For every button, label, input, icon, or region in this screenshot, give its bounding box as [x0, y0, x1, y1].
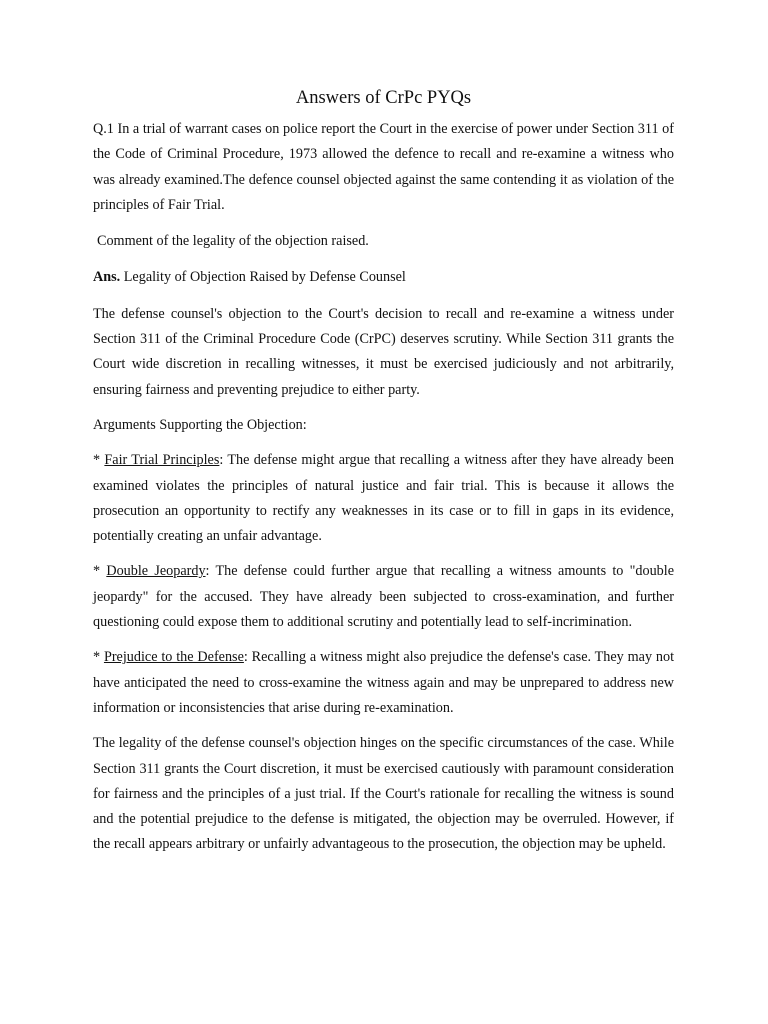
- bullet-fair-trial: [93, 448, 674, 549]
- answer-heading: Legality of Objection Raised by Defense Counsel: [123, 269, 406, 286]
- conclusion-paragraph: The legality of the defense counsel's objection hinges on the specific circumstances of the case. While Section 311 grants the Court discretion, it must be exercised cautiously with paramount consideration for fairness and the principles of a just trial. If the Court's rationale for recalling the witness is sound and the potential prejudice to the defense is mitigated, the objection may be overruled. However, if the recall appears arbitrary or unfairly advantageous to the prosecution, the objection may be upheld.: [93, 735, 674, 853]
- answer-heading-line: [93, 265, 674, 290]
- arguments-heading: Arguments Supporting the Objection:: [93, 416, 307, 433]
- question-paragraph: Q.1 In a trial of warrant cases on police report the Court in the exercise of power under Section 311 of the Code of Criminal Procedure, 1973 allowed the defence to recall and re-examine a witness who was already examined.The defence counsel objected against the same contending it as violation of the principles of Fair Trial.: [93, 121, 674, 213]
- bullet-marker: *: [93, 452, 101, 469]
- bullet-term: Prejudice to the Defense: [103, 649, 244, 666]
- bullet-text: : The defense could further argue that recalling a witness amounts to "double jeopardy" for the accused. They have already been subjected to cross-examination, and further questioning could expose them to additional scrutiny and potentially lead to self-incrimination.: [93, 563, 675, 631]
- bullet-text: : The defense might argue that recalling a witness after they have already been examined violates the principles of natural justice and fair trial. This is because it allows the prosecution an opportunity to rectify any weaknesses in its case or to fill in gaps in its evidence, potentially creating an unfair advantage.: [93, 452, 675, 545]
- question-prompt: Comment of the legality of the objection raised.: [97, 233, 369, 250]
- bullet-term: Double Jeopardy: [106, 563, 206, 580]
- bullet-double-jeopardy: [93, 559, 674, 635]
- document-title: Answers of CrPc PYQs: [295, 88, 472, 108]
- bullet-prejudice: [93, 645, 674, 721]
- bullet-term: Fair Trial Principles: [104, 452, 220, 469]
- bullet-marker: *: [93, 563, 101, 580]
- answer-label: Ans.: [93, 269, 121, 286]
- intro-paragraph: The defense counsel's objection to the Court's decision to recall and re-examine a witness under Section 311 of the Criminal Procedure Code (CrPC) deserves scrutiny. While Section 311 grants the Court wide discretion in recalling witnesses, it must be exercised judiciously and not arbitrarily, ensuring fairness and preventing prejudice to either party.: [93, 305, 674, 398]
- bullet-marker: *: [93, 649, 101, 666]
- bullet-text: : Recalling a witness might also prejudice the defense's case. They may not have anticipated the need to cross-examine the witness again and may be unprepared to address new information or inconsistencies that arise during re-examination.: [93, 649, 675, 716]
- document-page: [93, 86, 674, 858]
